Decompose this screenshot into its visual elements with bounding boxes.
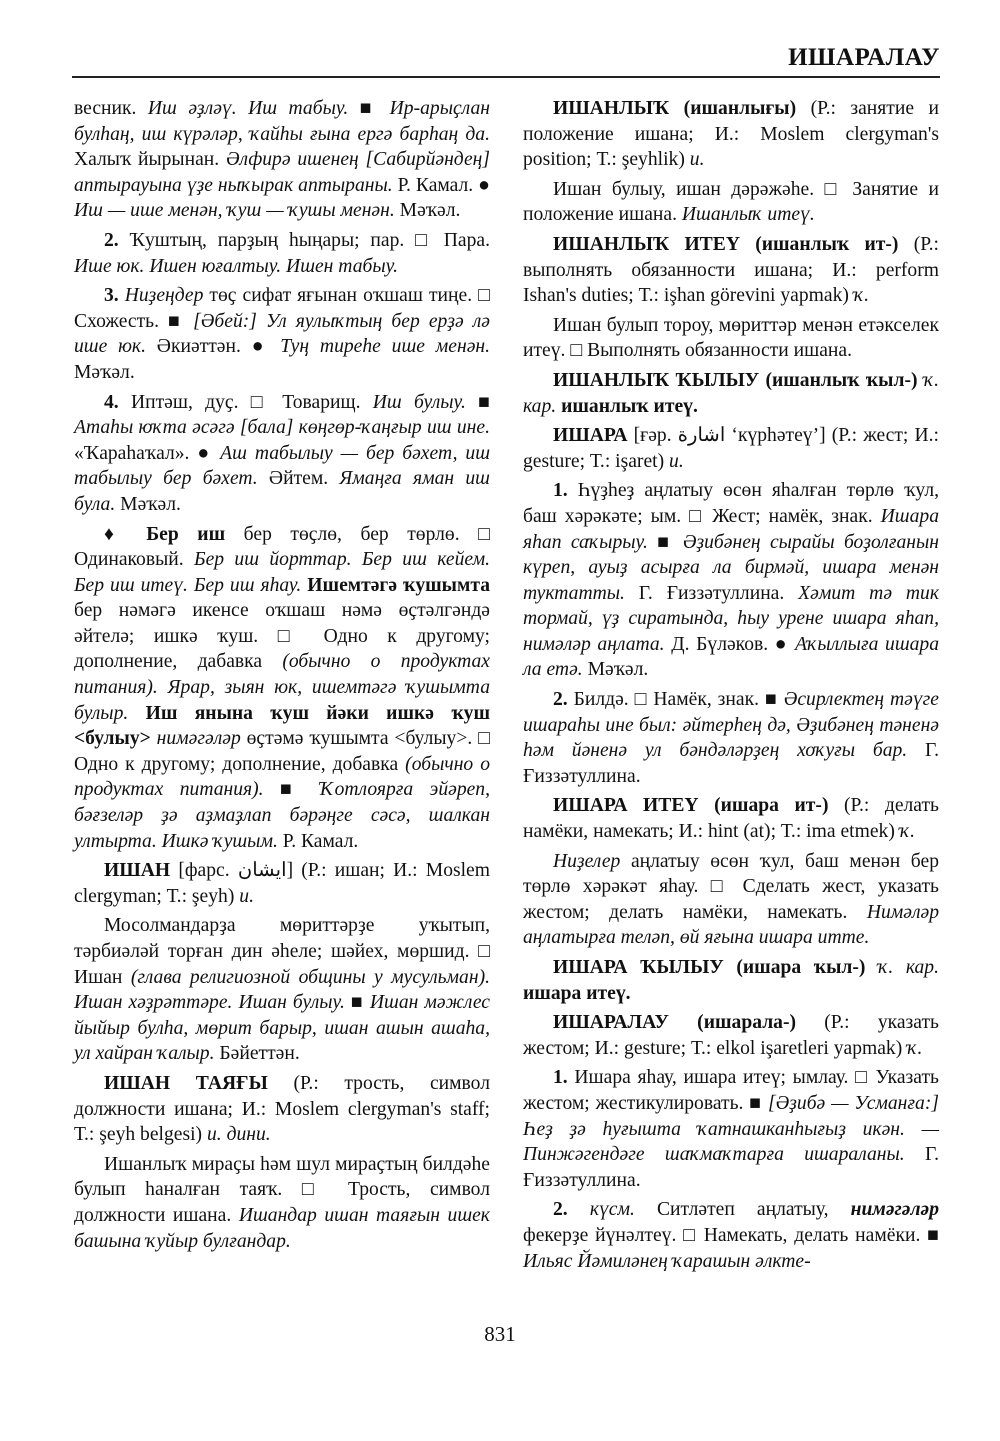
grammar-note: (обычно о продуктах питания). (74, 753, 491, 801)
example-text: ● Аш табылыу — бер бәхет, иш табылыу бер бәхет. (74, 442, 490, 490)
example-text: Бер иш йорттар. Бер иш кейем. Бер иш итеү. Бер иш яһау. (74, 549, 490, 596)
entry-headline (74, 1071, 490, 1148)
source-text: Мәҡәл. (582, 659, 649, 681)
text-run: Ҡуштың, парҙың һыңары; пар. □ Пара. (118, 229, 490, 251)
headword: ИШАРА (553, 425, 628, 447)
example-text: Ярар, зыян юк, ишемтәгә ҡушымта булыр. (74, 677, 490, 724)
etymology-text: [ғәр. اشارة ‘күрһәтеү’] (Р.: жест; И.: gesture; Т.: işaret) (523, 425, 939, 472)
example-text: Хәмит тә тик тормай, үҙ сиратында, һыу урене ишара яһап, нимәләр аңлата. (523, 582, 940, 655)
part-of-speech: и. (239, 885, 254, 907)
text-run: ■ (647, 531, 683, 553)
example-text: Ямаңға яман иш була. (74, 468, 490, 515)
entry-headline (523, 96, 939, 173)
entry-headline (523, 232, 939, 309)
etymology-text: [фарс. ایشان] (Р.: ишан; И.: Moslem clergyman; Т.: şeyh) (74, 860, 490, 907)
cross-reference: ҡ. кар. (878, 957, 939, 978)
definition-paragraph (74, 913, 490, 1067)
sense-number: 2. (553, 689, 568, 711)
etymology-text: (Р.: выполнять обязанности ишана; И.: perform Ishan's duties; Т.: işhan görevini yapmak) (523, 233, 940, 307)
example-text: Әлфирә ишенең [Сабирйәндең] аптырауына үҙе ныҡырак аптыраны. (74, 149, 490, 196)
entry-headline (523, 1010, 939, 1061)
text-run: Ишан булыу, ишан дәрәжәһе. □ Занятие и положение ишана. (523, 178, 939, 226)
sense-number: 4. (104, 391, 119, 413)
right-column (523, 96, 939, 1278)
running-head: ИШАРАЛАУ (788, 44, 940, 71)
example-text: ● Аҡыллыға ишара ла етә. (523, 633, 940, 681)
sense-paragraph (523, 478, 939, 683)
text-run: фекерҙе йүнәлтеү. □ Намекать, делать намёки. ■ (523, 1224, 939, 1246)
source-text: Д. Бүләков. (664, 633, 775, 655)
part-of-speech: и. (689, 149, 705, 171)
grammar-note: нимәгәләр (156, 728, 241, 750)
left-column (74, 96, 490, 1258)
text-run: бер төҫлө, бер төрлө. □ Одинаковый. (74, 523, 490, 571)
example-text: Ишандар ишан таяғын ишек башына ҡуйыр булғандар. (74, 1204, 490, 1252)
sense-number: 2. (553, 1199, 568, 1221)
definition-paragraph (523, 313, 939, 364)
source-text: Әкиәттән. (145, 336, 252, 358)
headword: ИШАРА ҠЫЛЫУ (ишара ҡыл-) (553, 957, 866, 978)
phrase-headword: ♦ Бер иш (104, 523, 226, 545)
definition-paragraph (74, 1152, 490, 1254)
text-run: Ишанлыҡ мираҫы һәм шул мираҫтың билдәһе булып һаналған таяҡ. □ Трость, символ должности ишана. (74, 1153, 490, 1226)
example-text: Ишанлыҡ итеү. (681, 204, 815, 226)
phrase-headword: Иш янына ҡуш йәки ишкә ҡуш <булыу> (74, 702, 491, 750)
source-text: Р. Камал. (277, 830, 359, 852)
etymology-text: (Р.: указать жестом; И.: gesture; Т.: elkol işaretleri yapmak) (523, 1012, 939, 1059)
example-text: Иш әҙләү. Иш табыу. (147, 98, 349, 119)
page-number: 831 (484, 1322, 516, 1346)
text-run: Ишан булып тороу, мөриттәр менән етәкселек итеү. □ Выполнять обязанности ишана. (523, 314, 939, 362)
text-run: аңлатыу өсөн ҡул, баш менән бер төрлө хәрәкәт яһау. □ Сделать жест, указать жестом; делать намёки, намекать. (523, 850, 939, 923)
text-run (865, 957, 878, 978)
text-run: весник. (74, 98, 148, 119)
entry-headline (523, 793, 939, 844)
example-text: Ильяс Йәмиләнең ҡарашын әлкте- (523, 1250, 811, 1272)
grammar-note: Ниҙеңдер (124, 285, 204, 307)
grammar-note: нимәгәләр (850, 1199, 940, 1221)
grammar-note: Ниҙелер (553, 850, 621, 872)
text-run: бер нәмәгә икенсе оҡшаш нәмә өҫтәлгәндә әйтелә; ишкә ҡуш. □ Одно к другому; дополнение, дабавка (74, 600, 490, 673)
source-text: Мәҡәл. (74, 361, 135, 383)
part-of-speech: и. дини. (206, 1124, 271, 1146)
part-of-speech: ҡ. (853, 285, 870, 307)
text-run (128, 703, 145, 724)
text-run: Ситләтеп аңлатыу, (634, 1199, 851, 1221)
entry-headline (523, 423, 939, 474)
text-run: ■ (344, 992, 370, 1014)
example-text: Ир-арыҫлан булһаң, иш күрәләр, ҡайһы ғына ергә барһаң да. (74, 98, 490, 145)
source-text: Г. Ғиззәтуллина. (523, 1144, 939, 1191)
definition-paragraph (523, 177, 939, 228)
text-run: Иптәш, дуҫ. □ Товарищ. (118, 391, 373, 413)
source-text: Халыҡ йырынан. (74, 149, 226, 171)
sense-paragraph (74, 390, 490, 518)
definition-paragraph (523, 849, 939, 951)
entry-paragraph (74, 96, 490, 224)
text-run: Ишара яһау, ишара итеү; ымлау. □ Указать жестом; жестикулировать. ■ (523, 1067, 939, 1114)
text-run (568, 1199, 590, 1220)
cross-reference: ҡ. кар. (523, 369, 939, 417)
phrase-paragraph (74, 522, 490, 855)
source-text: Мәҡәл. (115, 493, 181, 515)
headword: ИШАРАЛАУ (ишарала-) (553, 1012, 797, 1034)
sense-paragraph (74, 283, 490, 385)
sense-number: 1. (553, 1067, 568, 1089)
source-text: Р. Камал. (392, 174, 479, 196)
grammar-note: (обычно о продуктах питания). (74, 651, 490, 699)
text-run: Билдә. □ Намёк, знак. ■ (567, 689, 784, 711)
header-rule (72, 76, 940, 78)
entry-headline (523, 368, 939, 419)
sense-paragraph (523, 1065, 939, 1193)
text-run: ■ (348, 98, 390, 119)
part-of-speech: ҡ. (907, 1037, 923, 1059)
example-text: Ишара яһап саҡырыу. (523, 505, 939, 553)
source-text: Г. Ғиззәтуллина. (624, 582, 799, 604)
entry-headline (74, 858, 490, 909)
text-run: Мосолмандарҙа мөриттәрҙе уҡытып, тәрбиәләй торған дин әһеле; шәйех, мөршид. □ Ишан (74, 915, 490, 988)
etymology-text: (Р.: трость, символ должности ишана; И.: Moslem clergyman's staff; Т.: şeyh belgesi) (74, 1072, 490, 1146)
example-text: ● Иш — ише менән, ҡуш — ҡушы менән. (74, 174, 490, 222)
headword: ИШАНЛЫҠ ИТЕҮ (ишанлыҡ ит-) (553, 233, 899, 255)
sense-number: 1. (553, 480, 568, 502)
source-text: Бәйеттән. (214, 1043, 300, 1065)
sense-paragraph (523, 1197, 939, 1274)
text-run: өҫтәмә ҡушымта <булыу>. □ Одно к другому; дополнение, добавка (74, 728, 490, 775)
example-text: [Әҙибә — Усманға:] Һеҙ ҙә һуғышта ҡатнашканһығыҙ икән. — Пинжәгендәге шаҡмаҡтарға ишараланы. (523, 1092, 939, 1166)
example-text: Иш булыу. (372, 391, 466, 413)
sense-paragraph (523, 687, 939, 789)
headword: ИШАН (104, 860, 171, 882)
example-text: Ише юк. Ишен юғалтыу. Ишен табыу. (74, 255, 398, 277)
source-text: Әйтем. (257, 468, 340, 490)
etymology-text: (Р.: делать намёки, намекать; И.: hint (at); Т.: ima etmek) (523, 795, 939, 843)
example-text: [Әбей:] Ул яулыҡтың бер ерҙә лә ише юк. (74, 310, 491, 358)
source-text: Мәҡәл. (394, 200, 461, 222)
text-run: ■ (263, 779, 320, 801)
text-run: төҫ сифат яғынан оҡшаш тиңе. □ Схожесть. ■ (74, 285, 490, 332)
part-of-speech: ҡ. (899, 821, 915, 843)
example-text: Ҡотлоярға эйәреп, бәғзеләр ҙә аҙмаҙлап бәрәңге сәсә, шалкан ултырта. Ишкә ҡушым. (74, 779, 491, 852)
example-text: Әсирлектең тәүге ишараһы ине был: әйтерһең дә, Әҙибәнең тәненә һәм йәненә ул бәндәләрҙең хоҡуғы бар. (523, 689, 940, 762)
cross-reference-target: ишара итеү. (523, 982, 631, 1004)
example-text: Ишан мәжлес йыйыр булһа, мөрит барыр, ишан ашын ашаһа, ул хайран ҡалыр. (74, 992, 490, 1065)
grammar-note: (глава религиозной общины у мусульман). (130, 966, 490, 988)
headword: ИШАНЛЫҠ (ишанлығы) (553, 98, 797, 119)
headword: ИШАН ТАЯҒЫ (104, 1072, 268, 1094)
sense-number: 3. (104, 285, 119, 307)
example-text: Нимәләр аңлатырға теләп, өй яғына ишара итте. (523, 901, 939, 949)
source-text: «Ҡараһаҡал». (74, 442, 198, 464)
entry-headline (523, 955, 939, 1006)
example-text: Ишан хәҙрәттәре. Ишан булыу. (74, 992, 345, 1014)
usage-label: күсм. (589, 1199, 635, 1221)
text-run: ■ (465, 391, 491, 413)
text-run: Һүҙһеҙ аңлатыу өсөн яһалған төрлө ҡул, баш хәрәкәте; ым. □ Жест; намёк, знак. (523, 480, 939, 527)
etymology-text: (Р.: занятие и положение ишана; И.: Moslem clergyman's position; Т.: şeyhlik) (523, 98, 939, 171)
cross-reference-target: ишанлыҡ итеү. (561, 395, 698, 417)
text-run (158, 677, 168, 698)
source-text: Г. Ғиззәтуллина. (523, 740, 939, 787)
part-of-speech: и. (669, 450, 684, 472)
headword: ИШАНЛЫҠ ҠЫЛЫУ (ишанлыҡ ҡыл-) (553, 369, 918, 391)
sense-paragraph (74, 228, 490, 279)
sense-number: 2. (104, 229, 119, 251)
example-text: ● Туң тиреһе ише менән. (251, 336, 491, 358)
example-text: Атаһы юҡта әсәгә [бала] көңгөр-ҡаңғыр иш ине. (74, 417, 490, 439)
example-text: Әҙибәнең сырайы боҙолғанын күреп, ауыҙ асырға ла бирмәй, ишара менән туктатты. (523, 531, 939, 604)
headword: ИШАРА ИТЕҮ (ишара ит-) (553, 795, 829, 817)
phrase-headword: Ишемтәгә ҡушымта (307, 574, 490, 596)
